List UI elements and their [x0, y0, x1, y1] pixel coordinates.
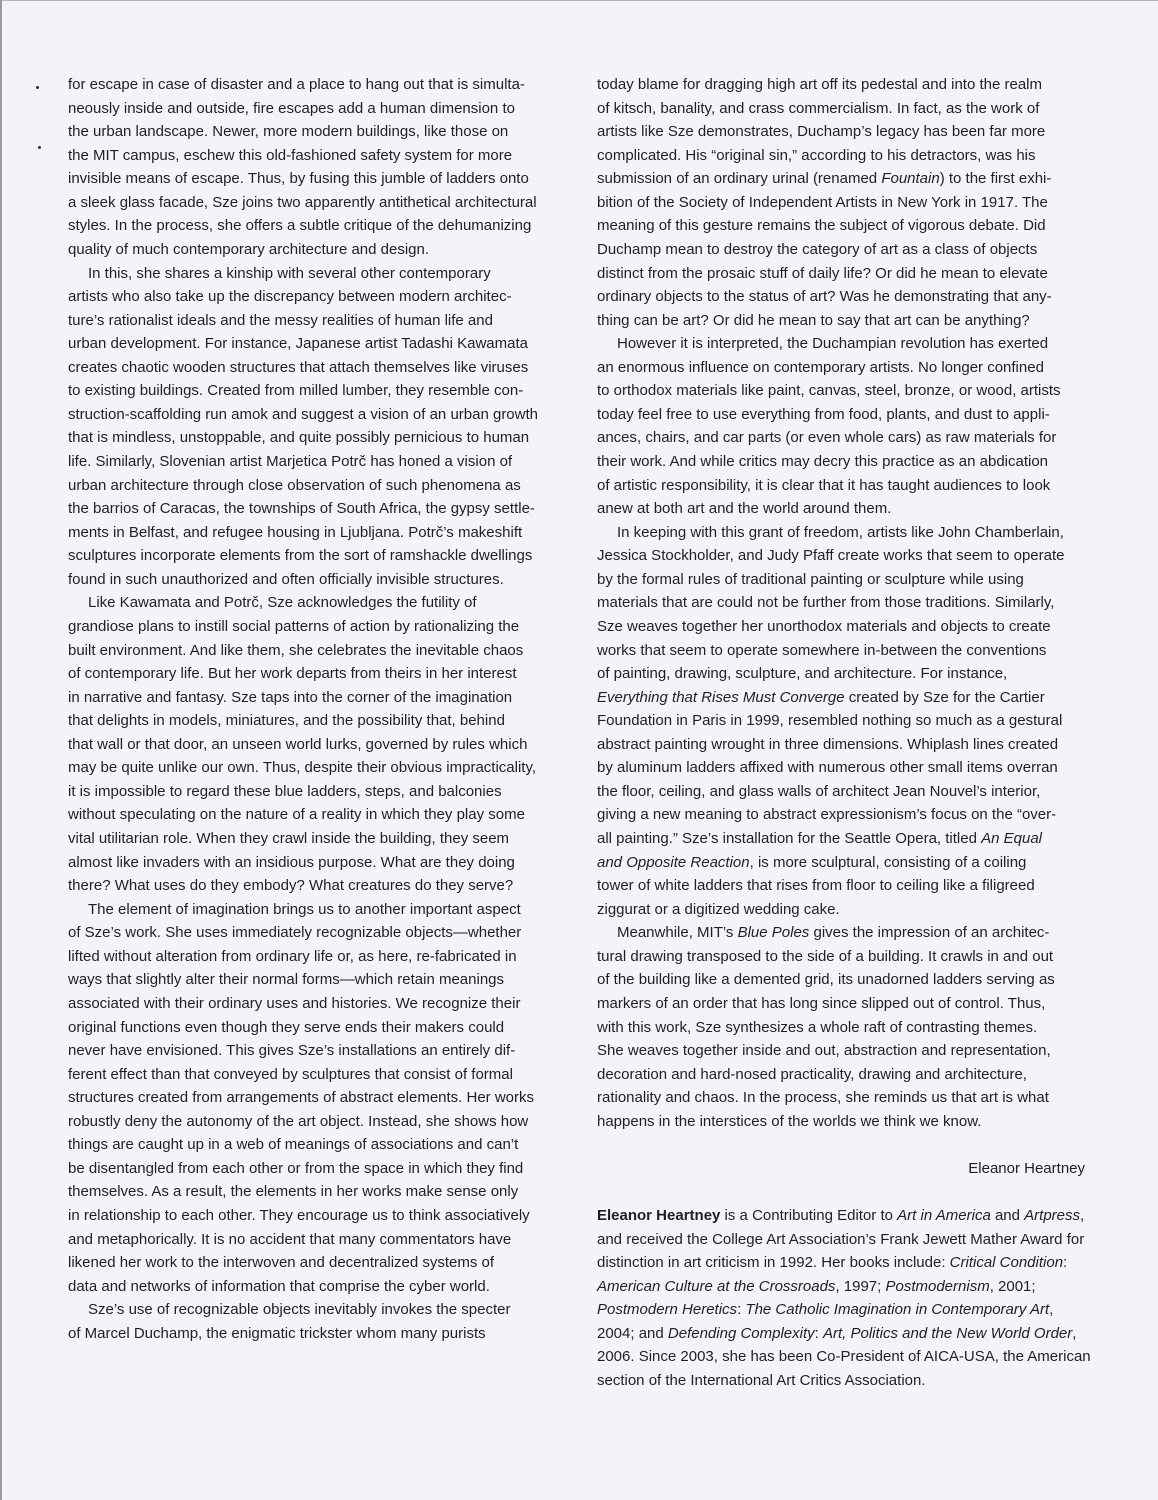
author-signature: Eleanor Heartney [968, 1159, 1085, 1177]
text-line [597, 921, 1089, 945]
text-line: of painting, drawing, sculpture, and architecture. For instance, [597, 665, 1008, 683]
text-line: the barrios of Caracas, the townships of South Africa, the gypsy settle- [68, 500, 535, 518]
text-line: In this, she shares a kinship with several other contemporary [88, 264, 491, 282]
text-line: data and networks of information that comprise the cyber world. [68, 1277, 490, 1295]
text-line: be disentangled from each other or from the space in which they find [68, 1159, 524, 1177]
spacer [597, 1180, 1089, 1204]
text-line: likened her work to the interwoven and decentralized systems of [68, 1254, 495, 1272]
paragraph [597, 521, 1089, 922]
text-line [597, 1298, 1089, 1322]
text-line: Foundation in Paris in 1999, resembled nothing so much as a gestural [597, 712, 1063, 730]
text-run: : [737, 1301, 746, 1319]
text-run: , is more sculptural, consisting of a coiling [749, 853, 1027, 871]
italic-title: An Equal [981, 830, 1042, 847]
text-line: artists who also take up the discrepancy between modern architec- [68, 288, 512, 306]
text-line: with this work, Sze synthesizes a whole raft of contrasting themes. [597, 1018, 1038, 1036]
text-line [597, 1204, 1089, 1228]
text-line: happens in the interstices of the worlds we think we know. [597, 1112, 982, 1130]
text-run: , [1080, 1207, 1085, 1224]
text-line: neously inside and outside, fire escapes add a human dimension to [68, 99, 515, 117]
text-line [597, 686, 1089, 710]
text-line: of kitsch, banality, and crass commercialism. In fact, as the work of [597, 99, 1040, 117]
text-line: of artistic responsibility, it is clear that it has taught audiences to look [597, 476, 1051, 494]
text-line: ziggurat or a digitized wedding cake. [597, 900, 840, 918]
paragraph [597, 921, 1089, 1133]
bold-name: Eleanor Heartney [597, 1207, 721, 1224]
text-line: lifted without alteration from ordinary life or, as here, re-fabricated in [68, 947, 517, 965]
text-line: it is impossible to regard these blue ladders, steps, and balconies [68, 782, 502, 800]
text-line: never have envisioned. This gives Sze’s installations an entirely dif- [68, 1042, 516, 1060]
text-line: that is mindless, unstoppable, and quite possibly pernicious to human [68, 429, 530, 447]
text-line: Jessica Stockholder, and Judy Pfaff create works that seem to operate [597, 547, 1065, 565]
margin-mark [36, 86, 39, 89]
text-line: the floor, ceiling, and glass walls of architect Jean Nouvel’s interior, [597, 782, 1041, 800]
text-line: tower of white ladders that rises from floor to ceiling like a filigreed [597, 877, 1035, 895]
italic-title: Everything that Rises Must Converge [597, 688, 845, 706]
text-line: Duchamp mean to destroy the category of art as a class of objects [597, 240, 1038, 258]
text-run: : [1063, 1254, 1068, 1272]
text-line: ances, chairs, and car parts (or even whole cars) as raw materials for [597, 429, 1057, 447]
text-line: the urban landscape. Newer, more modern buildings, like those on [68, 123, 509, 141]
text-line: almost like invaders with an insidious purpose. What are they doing [68, 853, 515, 871]
text-line [597, 827, 1089, 851]
right-paragraphs [597, 73, 1089, 1133]
italic-title: American Culture at the Crossroads [597, 1277, 836, 1295]
italic-title: Artpress [1024, 1207, 1081, 1224]
text-run: , 2001; [989, 1277, 1036, 1295]
text-line: associated with their ordinary uses and histories. We recognize their [68, 994, 521, 1012]
text-line [597, 1275, 1089, 1299]
text-line: distinct from the prosaic stuff of daily life? Or did he mean to elevate [597, 264, 1048, 282]
text-line [597, 167, 1089, 191]
text-line: anew at both art and the world around them. [597, 500, 892, 518]
text-line: rationality and chaos. In the process, she reminds us that art is what [597, 1089, 1049, 1107]
text-line: life. Similarly, Slovenian artist Marjetica Potrč has honed a vision of [68, 453, 513, 470]
text-line: ordinary objects to the status of art? Was he demonstrating that any- [597, 288, 1052, 306]
text-line: without speculating on the nature of a reality in which they play some [68, 806, 525, 824]
text-line: that delights in models, miniatures, and the possibility that, behind [68, 712, 505, 730]
margin-mark [38, 146, 41, 149]
text-line: that wall or that door, an unseen world lurks, governed by rules which [68, 735, 528, 753]
text-line: to existing buildings. Created from milled lumber, they resemble con- [68, 382, 524, 400]
text-run: submission of an ordinary urinal (renamed [597, 170, 882, 188]
text-line: robustly deny the autonomy of the art object. Instead, she shows how [68, 1112, 529, 1130]
text-line: of the building like a demented grid, its unadorned ladders serving as [597, 971, 1055, 989]
text-line: by aluminum ladders affixed with numerous other small items overran [597, 759, 1058, 777]
text-line: creates chaotic wooden structures that attach themselves like viruses [68, 358, 529, 376]
paragraph [68, 898, 578, 1299]
text-run: created by Sze for the Cartier [844, 688, 1045, 706]
text-line: She weaves together inside and out, abstraction and representation, [597, 1042, 1051, 1060]
text-run: Meanwhile, MIT’s [617, 924, 738, 942]
paragraph [68, 591, 578, 897]
italic-title: Fountain [881, 170, 940, 188]
text-line: ferent effect than that conveyed by sculptures that consist of formal [68, 1065, 513, 1083]
text-line: sculptures incorporate elements from the sort of ramshackle dwellings [68, 547, 533, 565]
text-line [597, 1251, 1089, 1275]
text-line: ture’s rationalist ideals and the messy realities of human life and [68, 311, 493, 329]
text-line: structures created from arrangements of abstract elements. Her works [68, 1089, 535, 1107]
text-line: for escape in case of disaster and a place to hang out that is simulta- [68, 76, 525, 93]
text-line: there? What uses do they embody? What creatures do they serve? [68, 877, 514, 895]
text-line: section of the International Art Critics Association. [597, 1371, 926, 1389]
text-line: urban development. For instance, Japanese artist Tadashi Kawamata [68, 335, 528, 353]
spacer [597, 1133, 1089, 1157]
article-column-right [597, 73, 1089, 1393]
paragraph [68, 73, 578, 262]
text-line: things are caught up in a web of meanings of associations and can’t [68, 1136, 519, 1154]
text-line: may be quite unlike our own. Thus, despite their obvious impracticality, [68, 759, 537, 777]
text-line: Like Kawamata and Potrč, Sze acknowledges the futility of [88, 594, 477, 612]
text-line: today blame for dragging high art off its pedestal and into the realm [597, 76, 1042, 93]
text-line: decoration and hard-nosed practicality, drawing and architecture, [597, 1065, 1027, 1083]
text-line: In keeping with this grant of freedom, artists like John Chamberlain, [617, 523, 1064, 541]
text-line: Sze weaves together her unorthodox materials and objects to create [597, 617, 1051, 635]
text-line: ways that slightly alter their normal forms—which retain meanings [68, 971, 505, 989]
text-line: of Marcel Duchamp, the enigmatic trickster whom many purists [68, 1324, 486, 1342]
text-line: by the formal rules of traditional painting or sculpture while using [597, 570, 1024, 588]
paragraph [597, 332, 1089, 521]
text-line: in relationship to each other. They encourage us to think associatively [68, 1207, 530, 1224]
text-line: materials that are could not be further from those traditions. Similarly, [597, 594, 1055, 612]
page-left-edge [0, 0, 2, 1500]
text-run: , [1049, 1301, 1054, 1319]
text-run: is a Contributing Editor to [720, 1207, 898, 1224]
text-line: tural drawing transposed to the side of a building. It crawls in and out [597, 947, 1054, 965]
text-line: of Sze’s work. She uses immediately recognizable objects—whether [68, 924, 522, 942]
paragraph [597, 73, 1089, 332]
text-line: bition of the Society of Independent Artists in New York in 1917. The [597, 193, 1048, 211]
italic-title: Postmodernism [885, 1277, 990, 1295]
text-line: of contemporary life. But her work departs from theirs in her interest [68, 665, 517, 683]
text-run: distinction in art criticism in 1992. Her books include: [597, 1254, 950, 1272]
italic-title: Art, Politics and the New World Order [823, 1324, 1073, 1342]
text-line: found in such unauthorized and often officially invisible structures. [68, 570, 504, 588]
text-line: invisible means of escape. Thus, by fusing this jumble of ladders onto [68, 170, 529, 188]
text-run: and [990, 1207, 1025, 1224]
text-line: and received the College Art Association’s Frank Jewett Mather Award for [597, 1230, 1085, 1248]
text-line: to orthodox materials like paint, canvas, steel, bronze, or wood, artists [597, 382, 1061, 400]
text-line: However it is interpreted, the Duchampian revolution has exerted [617, 335, 1049, 353]
text-line [597, 1322, 1089, 1346]
text-line: complicated. His “original sin,” according to his detractors, was his [597, 146, 1036, 164]
text-line: original functions even though they serve ends their makers could [68, 1018, 505, 1036]
page-top-edge [0, 0, 1158, 1]
text-line: their work. And while critics may decry this practice as an abdication [597, 453, 1049, 470]
author-bio [597, 1204, 1089, 1393]
italic-title: Blue Poles [737, 924, 810, 942]
text-line: ments in Belfast, and refugee housing in Ljubljana. Potrč’s makeshift [68, 523, 523, 541]
text-line: meaning of this gesture remains the subject of vigorous debate. Did [597, 217, 1046, 235]
paragraph [68, 1298, 578, 1345]
text-line: grandiose plans to instill social patterns of action by rationalizing the [68, 617, 520, 635]
text-line: artists like Sze demonstrates, Duchamp’s legacy has been far more [597, 123, 1046, 141]
text-line: markers of an order that has long since slipped out of control. Thus, [597, 994, 1046, 1012]
text-run: , [1072, 1324, 1077, 1342]
text-line: vital utilitarian role. When they crawl inside the building, they seem [68, 830, 510, 847]
italic-title: Art in America [897, 1207, 991, 1224]
text-line: Sze’s use of recognizable objects inevitably invokes the specter [88, 1301, 511, 1319]
italic-title: Defending Complexity [667, 1324, 815, 1342]
text-line: The element of imagination brings us to another important aspect [88, 900, 521, 918]
italic-title: Critical Condition [949, 1254, 1064, 1272]
text-line: abstract painting wrought in three dimensions. Whiplash lines created [597, 735, 1059, 753]
text-line: 2006. Since 2003, she has been Co-President of AICA-USA, the American [597, 1348, 1091, 1366]
text-line: in narrative and fantasy. Sze taps into the corner of the imagination [68, 688, 513, 706]
text-line [597, 851, 1089, 875]
text-line: and metaphorically. It is no accident that many commentators have [68, 1230, 512, 1248]
article-column-left [68, 73, 578, 1345]
text-line: works that seem to operate somewhere in-between the conventions [597, 641, 1047, 659]
text-run: , 1997; [835, 1277, 886, 1295]
italic-title: Postmodern Heretics [597, 1301, 738, 1319]
text-line: urban architecture through close observation of such phenomena as [68, 476, 521, 494]
text-line: thing can be art? Or did he mean to say that art can be anything? [597, 311, 1030, 329]
text-line: themselves. As a result, the elements in her works make sense only [68, 1183, 519, 1201]
italic-title: and Opposite Reaction [597, 853, 750, 871]
text-line: struction-scaffolding run amok and suggest a vision of an urban growth [68, 405, 538, 423]
text-run: : [814, 1324, 823, 1342]
text-line: today feel free to use everything from food, plants, and dust to appli- [597, 405, 1050, 423]
text-line: styles. In the process, she offers a subtle critique of the dehumanizing [68, 217, 532, 235]
text-run: 2004; and [597, 1324, 668, 1342]
paragraph [68, 262, 578, 592]
text-line: an enormous influence on contemporary artists. No longer confined [597, 358, 1044, 376]
text-run: all painting.” Sze’s installation for the Seattle Opera, titled [597, 830, 982, 847]
text-run: ) to the first exhi- [939, 170, 1052, 188]
text-line: built environment. And like them, she celebrates the inevitable chaos [68, 641, 524, 659]
text-run: gives the impression of an architec- [809, 924, 1050, 942]
text-line: quality of much contemporary architecture and design. [68, 240, 430, 258]
text-line: giving a new meaning to abstract expressionism’s focus on the “over- [597, 806, 1057, 824]
italic-title: The Catholic Imagination in Contemporary Art [745, 1301, 1050, 1319]
text-line: a sleek glass facade, Sze joins two apparently antithetical architectural [68, 193, 537, 211]
text-line: the MIT campus, eschew this old-fashioned safety system for more [68, 146, 513, 164]
